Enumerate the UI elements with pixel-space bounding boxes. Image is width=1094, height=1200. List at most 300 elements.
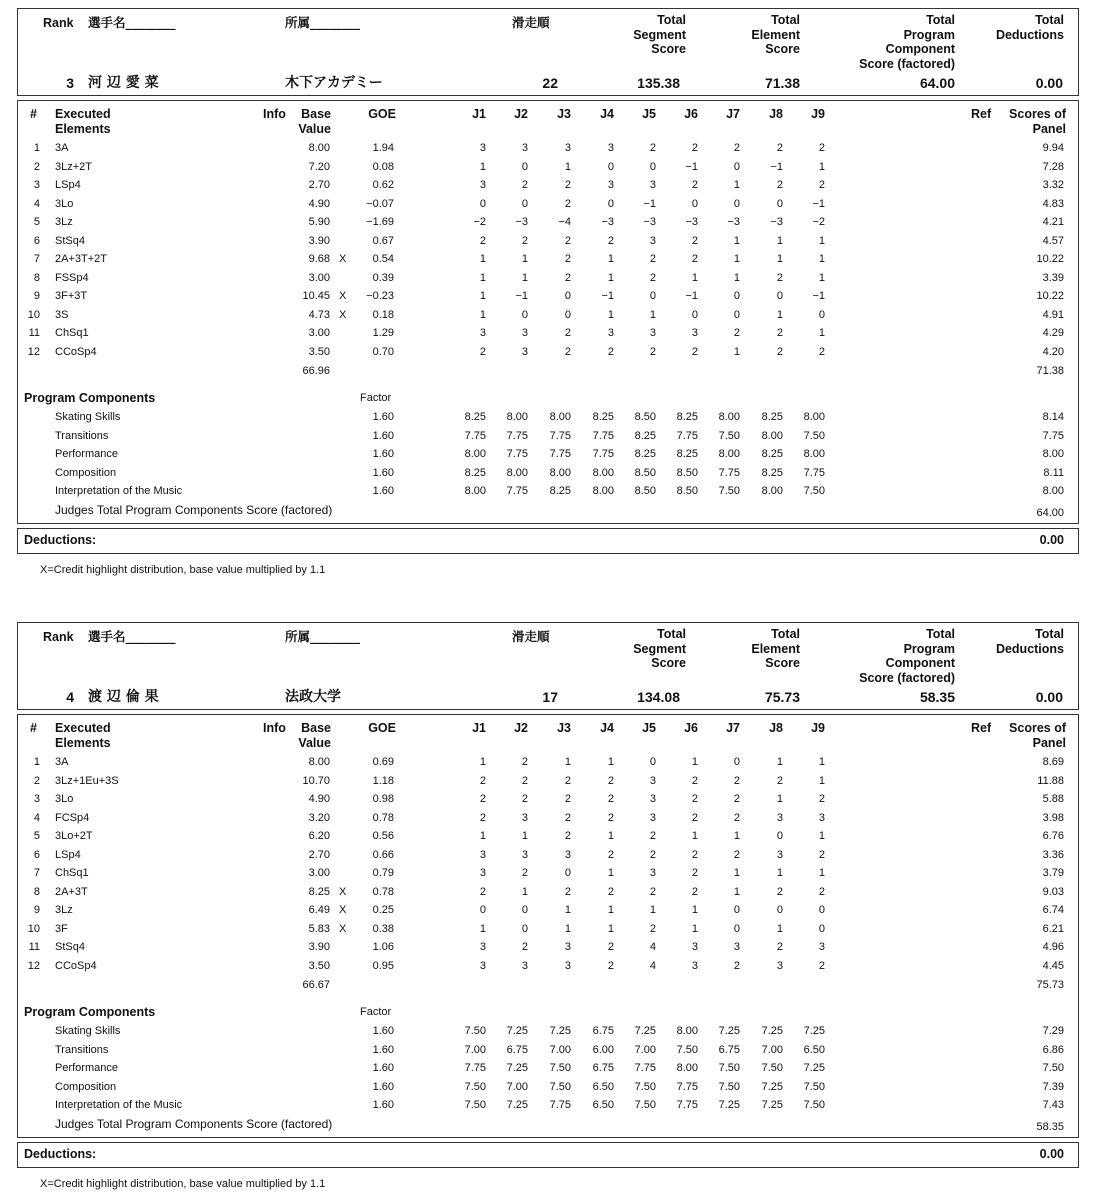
- judge-component-score: 8.00: [761, 429, 783, 442]
- element-panel-score: 3.32: [1042, 179, 1064, 191]
- pcs-total-value: 64.00: [1036, 507, 1064, 519]
- credit-x-mark: X: [339, 253, 347, 265]
- component-name: Skating Skills: [55, 1025, 121, 1037]
- judge-goe: 2: [691, 793, 698, 805]
- col-judge: J9: [811, 721, 825, 735]
- judge-component-score: 7.75: [676, 1080, 698, 1093]
- judge-goe: 1: [479, 830, 486, 842]
- judge-goe: 2: [776, 179, 783, 191]
- element-number: 9: [33, 904, 40, 916]
- component-name: Composition: [55, 1080, 117, 1093]
- credit-x-mark: X: [339, 290, 347, 302]
- judge-component-score: 7.75: [506, 485, 528, 497]
- judge-goe: 1: [521, 885, 528, 898]
- judge-goe: 0: [521, 308, 528, 321]
- judge-component-score: 8.25: [761, 448, 783, 460]
- credit-x-mark: X: [339, 308, 347, 321]
- judge-goe: 0: [649, 160, 656, 173]
- judge-goe: 2: [521, 774, 528, 787]
- club-label: 所属________: [285, 15, 361, 30]
- component-factor: 1.60: [372, 448, 394, 460]
- judge-goe: 2: [691, 345, 698, 358]
- judge-goe: 0: [818, 308, 825, 321]
- element-number: 8: [33, 271, 40, 284]
- judge-goe: −2: [473, 216, 486, 228]
- element-panel-score: 4.91: [1042, 308, 1064, 321]
- judge-component-score: 7.50: [464, 1080, 486, 1093]
- judge-goe: 0: [733, 922, 740, 935]
- judge-goe: −4: [558, 216, 571, 228]
- col-judge: J5: [642, 721, 656, 735]
- judge-goe: 1: [607, 867, 614, 879]
- element-panel-score: 6.74: [1042, 904, 1064, 916]
- judge-goe: 0: [733, 756, 740, 768]
- judge-goe: 2: [521, 867, 528, 879]
- judge-goe: 2: [818, 885, 825, 898]
- element-panel-score: 3.79: [1042, 867, 1064, 879]
- judge-component-score: 6.50: [803, 1043, 825, 1056]
- element-panel-score: 4.29: [1042, 327, 1064, 339]
- judge-goe: 3: [776, 959, 783, 972]
- judge-goe: 0: [776, 197, 783, 210]
- element-name: 3Lz+2T: [55, 160, 92, 173]
- judge-goe: 1: [479, 253, 486, 265]
- judge-goe: 1: [818, 867, 825, 879]
- judge-component-score: 8.25: [676, 411, 698, 423]
- judge-goe: 0: [733, 308, 740, 321]
- element-goe: −1.69: [366, 216, 394, 228]
- element-name: 3Lo: [55, 197, 74, 210]
- program-components-title: Program Components: [24, 391, 156, 405]
- judge-component-score: 8.00: [761, 485, 783, 497]
- judge-goe: 2: [479, 885, 486, 898]
- component-panel-score: 7.39: [1042, 1080, 1064, 1093]
- judge-component-score: 8.00: [592, 466, 614, 479]
- judge-goe: 2: [649, 830, 656, 842]
- judge-goe: 2: [607, 793, 614, 805]
- judge-component-score: 7.50: [549, 1080, 571, 1093]
- judge-goe: 2: [564, 830, 571, 842]
- judge-goe: 3: [607, 179, 614, 191]
- judge-goe: 2: [818, 848, 825, 861]
- component-name: Skating Skills: [55, 411, 121, 423]
- element-number: 4: [33, 197, 40, 210]
- element-number: 12: [27, 959, 40, 972]
- element-base-value: 10.45: [302, 290, 330, 302]
- element-panel-score: 4.96: [1042, 941, 1064, 953]
- judge-goe: 0: [564, 290, 571, 302]
- judge-goe: 1: [691, 756, 698, 768]
- judge-goe: 2: [691, 848, 698, 861]
- judge-goe: 2: [479, 345, 486, 358]
- col-info: Info: [263, 721, 286, 735]
- judge-goe: 2: [564, 793, 571, 805]
- judge-component-score: 8.00: [506, 466, 528, 479]
- judge-goe: 2: [521, 179, 528, 191]
- judge-component-score: 7.25: [803, 1025, 825, 1037]
- judge-goe: 2: [607, 234, 614, 247]
- col-judge: J8: [769, 107, 783, 121]
- judge-goe: 3: [607, 142, 614, 154]
- element-name: CCoSp4: [55, 959, 97, 972]
- tes-label: Total Element Score: [751, 627, 800, 670]
- judge-goe: 1: [733, 253, 740, 265]
- judge-component-score: 6.50: [592, 1099, 614, 1111]
- judge-goe: 1: [607, 904, 614, 916]
- element-goe: −0.07: [366, 197, 394, 210]
- judge-goe: −1: [685, 290, 698, 302]
- judge-goe: 2: [479, 793, 486, 805]
- judge-goe: 1: [564, 922, 571, 935]
- judge-goe: 2: [649, 271, 656, 284]
- judge-goe: 2: [649, 142, 656, 154]
- judge-goe: 1: [479, 922, 486, 935]
- judge-goe: 1: [776, 793, 783, 805]
- judge-component-score: 7.75: [676, 1099, 698, 1111]
- judge-goe: 0: [818, 922, 825, 935]
- judge-component-score: 7.25: [718, 1099, 740, 1111]
- judge-goe: −1: [770, 160, 783, 173]
- judge-goe: 3: [564, 941, 571, 953]
- element-number: 1: [33, 142, 40, 154]
- judge-component-score: 7.50: [718, 1062, 740, 1074]
- judge-component-score: 7.50: [803, 429, 825, 442]
- judge-component-score: 7.50: [549, 1062, 571, 1074]
- judge-goe: 3: [479, 848, 486, 861]
- element-number: 11: [28, 941, 40, 953]
- col-elements: Executed Elements: [55, 107, 111, 136]
- col-elements: Executed Elements: [55, 721, 111, 750]
- judge-goe: 0: [776, 904, 783, 916]
- judge-goe: 2: [691, 867, 698, 879]
- col-judge: J1: [472, 721, 486, 735]
- col-panel: Scores of Panel: [1009, 107, 1066, 136]
- judge-component-score: 8.00: [676, 1062, 698, 1074]
- pcs-total-label: Judges Total Program Components Score (factored): [55, 1117, 333, 1131]
- judge-component-score: 6.00: [592, 1043, 614, 1056]
- ded-label: Total Deductions: [995, 13, 1064, 42]
- judge-goe: 1: [521, 830, 528, 842]
- element-number: 10: [27, 308, 40, 321]
- ded-value: 0.00: [1035, 689, 1063, 705]
- judge-component-score: 8.00: [549, 466, 571, 479]
- col-judge: J5: [642, 107, 656, 121]
- element-name: 2A+3T: [55, 885, 88, 898]
- element-goe: 1.18: [372, 774, 394, 787]
- judge-goe: 2: [733, 959, 740, 972]
- element-number: 5: [33, 830, 40, 842]
- judge-component-score: 7.75: [634, 1062, 656, 1074]
- judge-goe: 1: [479, 308, 486, 321]
- judge-component-score: 8.25: [676, 448, 698, 460]
- component-factor: 1.60: [372, 411, 394, 423]
- judge-goe: 3: [733, 941, 740, 953]
- component-name: Transitions: [55, 429, 109, 442]
- judge-goe: 3: [691, 327, 698, 339]
- element-name: 3Lo+2T: [55, 830, 93, 842]
- element-panel-score: 9.94: [1042, 142, 1064, 154]
- col-goe: GOE: [368, 721, 396, 735]
- element-name: 3Lz: [55, 904, 73, 916]
- element-base-value: 4.90: [308, 793, 330, 805]
- judge-goe: 1: [607, 308, 614, 321]
- element-panel-score: 10.22: [1036, 290, 1064, 302]
- tes-value: 71.38: [764, 75, 800, 91]
- judge-goe: 3: [649, 811, 656, 824]
- judge-goe: 0: [733, 290, 740, 302]
- judge-goe: 1: [479, 160, 486, 173]
- judge-goe: 1: [649, 308, 656, 321]
- element-name: FSSp4: [55, 271, 89, 284]
- element-base-value: 8.25: [308, 885, 330, 898]
- start-no-label: 滑走順: [512, 15, 550, 30]
- judge-goe: −3: [685, 216, 698, 228]
- judge-goe: 3: [649, 234, 656, 247]
- judge-goe: 2: [776, 774, 783, 787]
- judge-goe: 1: [691, 271, 698, 284]
- judge-goe: 0: [776, 830, 783, 842]
- element-number: 8: [33, 885, 40, 898]
- judge-goe: 2: [776, 941, 783, 953]
- judge-goe: 2: [733, 848, 740, 861]
- element-number: 10: [27, 922, 40, 935]
- club-value: 木下アカデミー: [285, 75, 383, 91]
- judge-goe: 2: [607, 811, 614, 824]
- element-base-value: 3.00: [308, 867, 330, 879]
- judge-component-score: 7.75: [549, 448, 571, 460]
- judge-goe: 2: [521, 941, 528, 953]
- judge-goe: 2: [733, 793, 740, 805]
- judge-component-score: 7.50: [634, 1099, 656, 1111]
- tes-value: 75.73: [764, 689, 800, 705]
- judge-goe: 0: [564, 308, 571, 321]
- judge-component-score: 7.50: [464, 1099, 486, 1111]
- judge-goe: 2: [818, 793, 825, 805]
- judge-goe: 1: [564, 160, 571, 173]
- judge-goe: 0: [733, 904, 740, 916]
- credit-x-mark: X: [339, 885, 347, 898]
- element-number: 2: [33, 774, 40, 787]
- base-value-total: 66.96: [302, 365, 330, 377]
- judge-component-score: 6.75: [592, 1062, 614, 1074]
- judge-goe: 2: [564, 327, 571, 339]
- judge-component-score: 8.00: [506, 411, 528, 423]
- judge-goe: 2: [479, 774, 486, 787]
- judge-component-score: 7.25: [506, 1099, 528, 1111]
- judge-goe: 2: [818, 179, 825, 191]
- judge-goe: 1: [691, 830, 698, 842]
- judge-goe: 1: [818, 327, 825, 339]
- judge-goe: 1: [818, 830, 825, 842]
- judge-component-score: 7.00: [549, 1043, 571, 1056]
- judge-goe: 2: [776, 327, 783, 339]
- element-name: 3Lz: [55, 216, 73, 228]
- club-label: 所属________: [285, 629, 361, 644]
- judge-goe: 2: [564, 234, 571, 247]
- judge-goe: 2: [564, 271, 571, 284]
- judge-goe: 3: [649, 179, 656, 191]
- judge-goe: 1: [733, 271, 740, 284]
- judge-goe: 2: [564, 253, 571, 265]
- judge-component-score: 7.75: [592, 448, 614, 460]
- judge-goe: 1: [564, 904, 571, 916]
- judge-goe: 3: [521, 345, 528, 358]
- component-name: Interpretation of the Music: [55, 1099, 183, 1111]
- deductions-label: Deductions:: [24, 1147, 97, 1161]
- judge-goe: 3: [691, 959, 698, 972]
- judge-goe: 2: [479, 811, 486, 824]
- col-ref: Ref: [971, 107, 992, 121]
- judge-goe: 3: [649, 774, 656, 787]
- element-base-value: 8.00: [308, 756, 330, 768]
- element-panel-score: 4.20: [1042, 345, 1064, 358]
- judge-component-score: 7.75: [549, 429, 571, 442]
- component-panel-score: 7.50: [1042, 1062, 1064, 1074]
- start-no-value: 22: [542, 75, 558, 91]
- judge-component-score: 8.00: [803, 448, 825, 460]
- judge-component-score: 8.50: [676, 485, 698, 497]
- judge-component-score: 7.25: [634, 1025, 656, 1037]
- judge-component-score: 8.00: [464, 485, 486, 497]
- element-panel-score: 5.88: [1042, 793, 1064, 805]
- col-judge: J8: [769, 721, 783, 735]
- element-base-value: 4.90: [308, 197, 330, 210]
- element-name: FCSp4: [55, 811, 90, 824]
- judge-component-score: 7.50: [803, 485, 825, 497]
- judge-goe: 2: [776, 345, 783, 358]
- judge-goe: 2: [733, 774, 740, 787]
- judge-goe: 3: [479, 142, 486, 154]
- element-name: 3A: [55, 142, 69, 154]
- judge-goe: 2: [649, 345, 656, 358]
- credit-x-mark: X: [339, 904, 347, 916]
- judge-component-score: 7.50: [803, 1099, 825, 1111]
- judge-goe: 2: [733, 811, 740, 824]
- component-factor: 1.60: [372, 1080, 394, 1093]
- judge-component-score: 7.50: [761, 1062, 783, 1074]
- footnote: X=Credit highlight distribution, base value multiplied by 1.1: [40, 564, 326, 576]
- element-panel-score: 11.88: [1037, 774, 1064, 787]
- judge-component-score: 7.50: [718, 485, 740, 497]
- element-name: LSp4: [55, 179, 81, 191]
- element-base-value: 3.50: [308, 959, 330, 972]
- element-base-value: 7.20: [308, 160, 330, 173]
- judge-goe: −2: [812, 216, 825, 228]
- element-goe: 0.39: [372, 271, 394, 284]
- judge-goe: 3: [776, 848, 783, 861]
- judge-goe: −1: [812, 290, 825, 302]
- col-judge: J1: [472, 107, 486, 121]
- judge-component-score: 7.50: [718, 429, 740, 442]
- element-name: LSp4: [55, 848, 81, 861]
- judge-component-score: 8.25: [761, 411, 783, 423]
- judge-goe: 2: [564, 811, 571, 824]
- element-base-value: 9.68: [308, 253, 330, 265]
- judge-goe: 0: [649, 756, 656, 768]
- judge-component-score: 7.25: [761, 1099, 783, 1111]
- element-name: 3Lo: [55, 793, 74, 805]
- factor-label: Factor: [360, 392, 392, 404]
- judge-component-score: 8.00: [592, 485, 614, 497]
- tss-label: Total Segment Score: [633, 627, 686, 670]
- judge-component-score: 8.50: [634, 411, 656, 423]
- element-name: ChSq1: [55, 867, 89, 879]
- pcs-total-label: Judges Total Program Components Score (factored): [55, 503, 333, 517]
- name-label: 選手名________: [88, 15, 176, 30]
- judge-goe: 3: [607, 327, 614, 339]
- component-panel-score: 7.43: [1042, 1099, 1064, 1111]
- judge-component-score: 6.75: [718, 1043, 740, 1056]
- rank-value: 4: [66, 689, 74, 705]
- element-panel-score: 4.83: [1042, 197, 1064, 210]
- judge-goe: 2: [479, 234, 486, 247]
- judge-goe: 1: [776, 756, 783, 768]
- judge-component-score: 8.00: [718, 411, 740, 423]
- judge-goe: 2: [733, 327, 740, 339]
- col-judge: J3: [557, 107, 571, 121]
- judge-goe: 2: [691, 179, 698, 191]
- judge-goe: 0: [818, 904, 825, 916]
- judge-component-score: 7.50: [634, 1080, 656, 1093]
- element-panel-score: 3.39: [1042, 271, 1064, 284]
- judge-goe: 3: [479, 179, 486, 191]
- judge-goe: 1: [479, 290, 486, 302]
- judge-goe: 1: [818, 774, 825, 787]
- judge-goe: 1: [818, 253, 825, 265]
- judge-goe: −1: [685, 160, 698, 173]
- element-goe: 0.79: [372, 867, 394, 879]
- element-name: 3F: [55, 922, 68, 935]
- tes-label: Total Element Score: [751, 13, 800, 56]
- judge-component-score: 8.00: [549, 411, 571, 423]
- element-goe: 0.78: [372, 885, 394, 898]
- tss-value: 134.08: [637, 689, 680, 705]
- judge-goe: 2: [607, 941, 614, 953]
- col-base: Base Value: [298, 107, 331, 136]
- element-goe: −0.23: [366, 290, 394, 302]
- pcs-value: 58.35: [919, 689, 955, 705]
- judge-goe: 2: [649, 885, 656, 898]
- program-components-title: Program Components: [24, 1005, 156, 1019]
- element-panel-score: 4.45: [1042, 959, 1064, 972]
- pcs-label: Total Program Component Score (factored): [859, 13, 955, 71]
- element-name: 3F+3T: [55, 290, 88, 302]
- judge-goe: 2: [733, 142, 740, 154]
- judge-goe: 2: [649, 253, 656, 265]
- judge-goe: 1: [818, 160, 825, 173]
- judge-goe: 2: [691, 885, 698, 898]
- judge-goe: 0: [564, 867, 571, 879]
- judge-goe: 0: [521, 922, 528, 935]
- judge-goe: −1: [812, 197, 825, 210]
- judge-goe: 3: [521, 959, 528, 972]
- col-num: #: [30, 107, 37, 121]
- judge-component-score: 8.00: [464, 448, 486, 460]
- element-goe: 0.70: [372, 345, 394, 358]
- judge-component-score: 7.50: [464, 1025, 486, 1037]
- judge-goe: 2: [649, 848, 656, 861]
- element-goe: 0.25: [372, 904, 394, 916]
- judge-goe: 3: [649, 867, 656, 879]
- element-base-value: 3.50: [308, 345, 330, 358]
- element-goe: 0.08: [372, 160, 394, 173]
- element-base-value: 5.90: [308, 216, 330, 228]
- judge-component-score: 7.00: [761, 1043, 783, 1056]
- component-factor: 1.60: [372, 1062, 394, 1074]
- panel-elements-total: 71.38: [1036, 365, 1064, 377]
- component-panel-score: 8.11: [1043, 466, 1064, 479]
- judge-goe: 1: [733, 234, 740, 247]
